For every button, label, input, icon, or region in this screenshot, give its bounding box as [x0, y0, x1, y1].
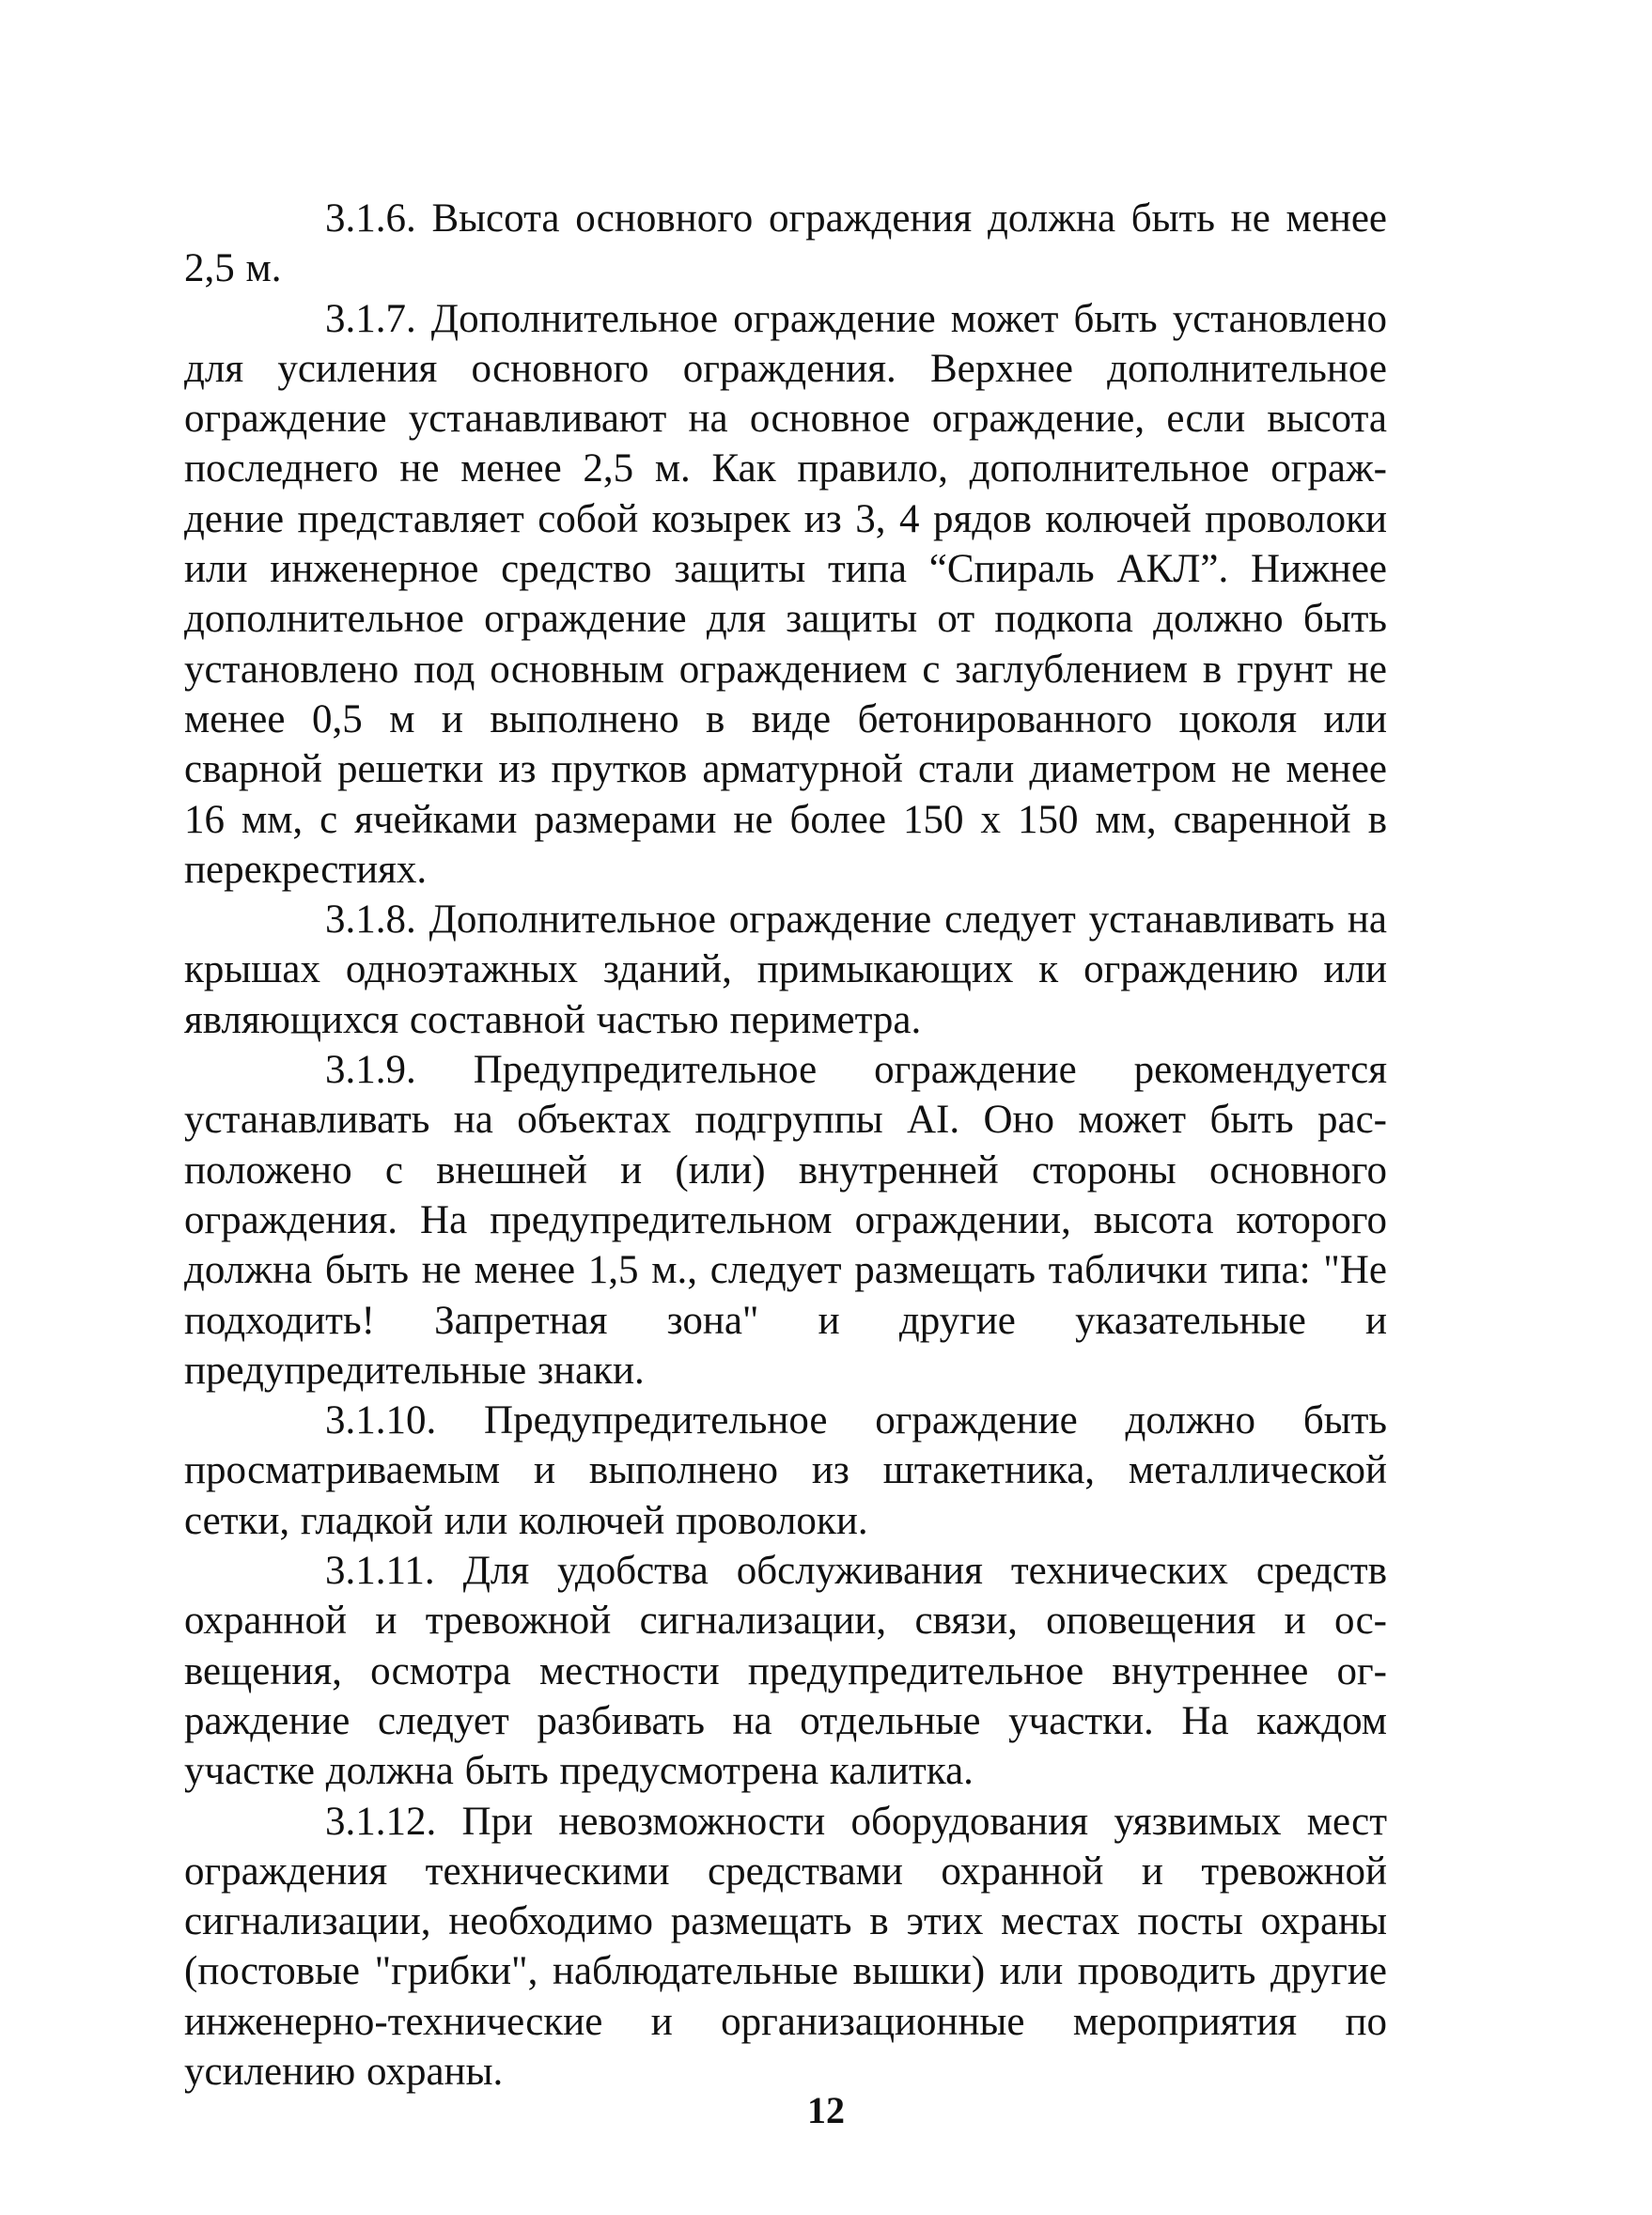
page-number: 12 — [807, 2089, 845, 2131]
paragraph-3-1-11: 3.1.11. Для удобства обслуживания технических средств охранной и тревожной сигнализации, связи, оповещения и освещения, осмотра местности предупредительное внутреннее ограждение следует разбивать на отдельные участки. На каждом участке должна быть предусмотрена калитка. — [184, 1549, 1387, 1794]
paragraph-3-1-10: 3.1.10. Предупредительное ограждение должно быть просматриваемым и выполнено из штакетника, металлической сетки, гладкой или колючей проволоки. — [184, 1398, 1387, 1543]
paragraph-3-1-7: 3.1.7. Дополнительное ограждение может быть установлено для усиления основного ограждения. Верхнее дополнительное ограждение устанавливают на основное ограждение, если высота последнего не менее 2,5 м. Как правило, дополнительное ограждение представляет собой козырек из 3, 4 рядов колючей проволоки или инженерное средство защиты типа “Спираль АКЛ”. Нижнее дополнительное ограждение для защиты от подкопа должно быть установлено под основным ограждением с заглублением в грунт не менее 0,5 м и выполнено в виде бетонированного цоколя или сварной решетки из прутков арматурной стали диаметром не менее 16 мм, с ячейками размерами не более 150 х 150 мм, сваренной в перекрестиях. — [184, 296, 1387, 892]
paragraph-3-1-12: 3.1.12. При невозможности оборудования уязвимых мест ограждения техническими средствами охранной и тревожной сигнализации, необходимо размещать в этих местах посты охраны (постовые "грибки", наблюдательные вышки) или проводить другие инженерно-технические и организационные мероприятия по усилению охраны. — [184, 1799, 1387, 2094]
paragraph-3-1-6: 3.1.6. Высота основного ограждения должна быть не менее 2,5 м. — [184, 196, 1387, 291]
paragraph-3-1-8: 3.1.8. Дополнительное ограждение следует устанавливать на крышах одноэтажных зданий, примыкающих к ограждению или являющихся составной частью периметра. — [184, 897, 1387, 1042]
body-text — [184, 194, 1387, 2097]
paragraph-3-1-9: 3.1.9. Предупредительное ограждение рекомендуется устанавливать на объектах подгруппы АI. Оно может быть расположено с внешней и (или) внутренней стороны основного ограждения. На предупредительном ограждении, высота которого должна быть не менее 1,5 м., следует размещать таблички типа: "Не подходить! Запретная зона" и другие указательные и предупредительные знаки. — [184, 1048, 1387, 1393]
